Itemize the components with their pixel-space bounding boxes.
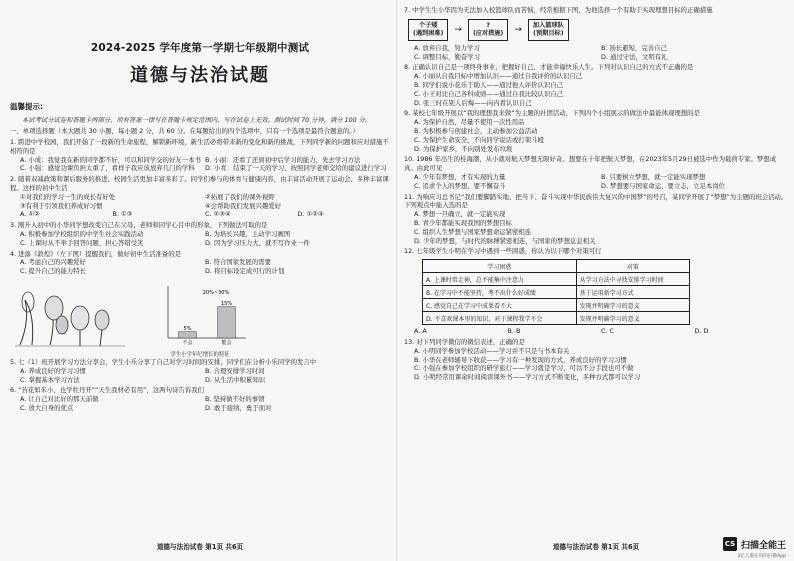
question-12-text: 12. 七年级学生小明在学习中遇到一些困惑，你认为以下哪个对策可行	[404, 247, 602, 256]
question-12	[404, 247, 788, 256]
question-6-text: 6. “苔花如米小，也学牡丹开”“天生我材必有用”，这两句诗告诉我们	[10, 386, 204, 395]
plant-growth-illustration	[10, 280, 130, 350]
option[interactable]: B. 小华在老师辅导下收获——学习有一种发现的方式，养成良好的学习习惯	[414, 355, 627, 364]
chart-container	[150, 280, 250, 356]
question-7-text: 7. 中学生生小华因为无法加入校篮球队而苦恼，经常根据下图，为他选择一个有助于实现理想目标的正确措施	[404, 6, 713, 14]
question-3-text: 3. 刚升入初中的小华同学想改变自己在父母、老师和同学心目中的形象，下列做法可取的是	[10, 221, 268, 230]
question-9	[404, 109, 788, 118]
chart-caption: 学生小学年纪增长的特征	[170, 351, 230, 358]
option[interactable]: A. 梦想一旦确立，就一定能实现	[414, 210, 506, 219]
option[interactable]: C. 组织人生梦想与国家梦想命运紧密相连	[414, 227, 532, 236]
option[interactable]: B. 小丽：还看了还到初中后学习的能力，先去学习方法	[205, 155, 361, 164]
question-9-text: 9. 某校七年级开展以“我的理想我来做”为主题的社团活动，下列四个小组展示的做法中最能体现理想的是	[404, 109, 700, 118]
option[interactable]: C. 掌握基本学习方法	[20, 375, 80, 384]
option[interactable]: C. C	[601, 327, 614, 336]
scanner-brand-name: 扫描全能王	[740, 540, 786, 551]
question-12-answers	[404, 327, 788, 336]
option[interactable]: B. 只要树立梦想，就一定能实现梦想	[601, 172, 706, 181]
question-6	[10, 386, 390, 395]
table-header-row	[423, 260, 690, 273]
option[interactable]: B. 同学们说小花乐于助人——通过他人评价认识自己	[414, 80, 564, 89]
option[interactable]: A. 小明同学参加学校活动——学习并不只是与书本有关	[414, 346, 570, 355]
option[interactable]: A. 考虑自己的兴趣爱好	[20, 258, 86, 267]
option[interactable]: D. 从生活中积累知识	[205, 375, 266, 384]
option[interactable]: D. 通过守法，文明有礼	[601, 52, 668, 61]
diagram-box-difficulty	[408, 19, 448, 41]
x-tick-label: 不会	[182, 339, 193, 346]
question-1-text: 1. 跨进中学校园，我们开始了一段新的生命旅程，解锁新环境、新生活必将带来新的变化和新的挑战，下列同学新的问题和应对措施不相符的是	[10, 138, 389, 155]
header	[10, 40, 390, 87]
option[interactable]: D. 将目标设定成可行的计划	[205, 267, 285, 276]
question-4-figures	[10, 280, 390, 356]
subject-title: 道德与法治试题	[130, 65, 270, 86]
diagram-box-measure	[468, 19, 508, 41]
option[interactable]: A. 小成：我觉我在新的同学都不好，可以和同学交的好友一本书	[20, 155, 201, 164]
question-5	[10, 358, 390, 367]
question-1-options	[10, 156, 390, 174]
question-10-options	[404, 173, 788, 191]
option[interactable]: B. B	[507, 327, 521, 336]
option[interactable]: D. 敢于接纳，勇于面对	[205, 403, 272, 412]
tip-title: 温馨提示:	[10, 102, 43, 111]
option[interactable]: A. 为保护自然，尽量不使用一次性用品	[414, 118, 525, 127]
statement: ②拓展了我们的课外视野	[205, 192, 275, 201]
question-11-text: 11. 为响应习总书记“我们要脚踏实地、把当下、奋斗实现中华民族伟大复兴的中国梦”的号召，某同学开展了“梦想”为主题的班会活动。下列观点中能入选的是	[404, 192, 788, 210]
table-cell: B. 在学习中不能坚持，考不出什么好成绩	[423, 286, 577, 299]
option[interactable]: B. 为积极参与创建社会，主动参加公益活动	[414, 126, 538, 135]
table-header: 对策	[576, 260, 689, 273]
table-row	[423, 312, 690, 325]
table-cell: C. 感觉自己在学习中成果看不大	[423, 299, 577, 312]
question-11	[404, 193, 788, 211]
page-footer-right: 道德与法治试卷 第1页 共6页	[552, 543, 640, 551]
table-row	[423, 299, 690, 312]
diagram-box-label: ?	[486, 21, 490, 29]
question-2	[10, 175, 390, 193]
scanner-tagline: 3亿人都在用的扫描App	[737, 554, 786, 559]
arrow-icon: →	[454, 24, 462, 35]
option[interactable]: D. 梦想要与国家命运，要立志，立足本岗位	[601, 181, 726, 190]
exam-title: 2024-2025 学年度第一学期七年级期中测试	[90, 42, 310, 54]
table-cell: 发现并明确学习的意义	[576, 299, 689, 312]
option[interactable]: C. 放大自身的优点	[20, 403, 74, 412]
x-tick-label: 能会	[221, 339, 232, 346]
option[interactable]: B. 合理安排学习时间	[205, 366, 265, 375]
table-cell: 基于运用新学习方式	[576, 286, 689, 299]
option[interactable]: C. 追求个人的梦想，要不懈奋斗	[414, 181, 506, 190]
question-3-options	[10, 230, 390, 248]
option[interactable]: A. 养成良好的学习习惯	[20, 366, 86, 375]
option[interactable]: C. 为保护生命安全，不向同学说话或打架斗殴	[414, 135, 544, 144]
option[interactable]: A. 让自己对比好的那天前做	[20, 395, 99, 404]
scanner-logo-icon: CS	[723, 537, 737, 551]
option[interactable]: C. 小强在参加学校组织的研学旅行——学习就是学习，可以不分手段也可不做	[414, 364, 634, 373]
option[interactable]: C. ②③④	[205, 210, 231, 219]
question-7-options	[404, 44, 788, 62]
option[interactable]: C. 调整目标，勤奋学习	[414, 52, 481, 61]
option[interactable]: D. D	[694, 327, 709, 336]
bar-chart	[150, 280, 250, 346]
option[interactable]: B. ①③	[112, 210, 133, 219]
tip-text: 本试考试分试卷和答题卡两部分，所有答案一律写在答题卡规定范围内，写在试卷上无效。测试时间 70 分钟，满分 100 分。	[22, 117, 372, 124]
question-5-text: 5. 七（1）班开展学习方法分享会，学生小乐分享了自己对学习时间的安排，同学们在分析小乐同学的发言中	[10, 357, 317, 366]
question-9-options	[404, 118, 788, 153]
question-1	[10, 138, 390, 156]
option[interactable]: D. 小明经常用课余时间阅读课外书——学习方式不断变化，多种方式都可以学习	[414, 373, 641, 382]
option[interactable]: A. 放弃自我，努力学习	[414, 43, 480, 52]
question-13-options	[404, 347, 788, 382]
table-cell: 发现并明确学习的意义	[576, 312, 689, 325]
right-column	[404, 0, 788, 561]
option[interactable]: D. 因为学习压力大，就不写作业一件	[205, 238, 310, 247]
question-8	[404, 63, 788, 72]
option[interactable]: B. 为培长兴趣，主动学习画图	[205, 229, 291, 238]
diagram-box-sublabel: (遇到困难)	[413, 29, 444, 37]
question-5-options	[10, 367, 390, 385]
question-2-answers	[10, 210, 390, 219]
option[interactable]: B. 扬长避短，完善自己	[601, 43, 667, 52]
data-label: 15%	[220, 300, 233, 307]
page-footer-left: 道德与法治试卷 第1页 共6页	[156, 543, 244, 551]
column-divider	[396, 0, 397, 561]
diagram-box-label: 个子矮	[418, 21, 438, 29]
option[interactable]: D. 张三时在别人后悔——向内看认识自己	[414, 98, 532, 107]
scanner-watermark	[723, 537, 786, 551]
option[interactable]: A. 少年有梦想，才有实现的力量	[414, 172, 506, 181]
table-cell: A. 上课时常走神，总不能集中注意力	[423, 273, 577, 286]
question-13-text: 13. 对下列同学微信的微信表述，正确的是	[404, 337, 525, 346]
statement: ③有利于引领我们养成好习惯	[20, 201, 103, 210]
table-row	[423, 286, 690, 299]
diagram-box-sublabel: (应对措施)	[472, 29, 504, 37]
question-4-options	[10, 258, 390, 276]
question-2-statements	[10, 193, 390, 211]
question-8-options	[404, 72, 788, 107]
option[interactable]: A. 小丽从自我目标中增加认识——通过自我评价的认识自己	[414, 72, 583, 81]
option[interactable]: D. 为保护家乡，不向别处发布垃圾	[414, 144, 513, 153]
question-12-table	[422, 259, 690, 325]
extra-label: 20%~30%	[202, 289, 230, 296]
data-label: 5%	[183, 325, 192, 332]
table-header: 学习困惑	[423, 260, 577, 273]
question-7	[404, 6, 788, 15]
option[interactable]: B. 青少年都能实现我国的梦想目标	[414, 218, 512, 227]
option[interactable]: A. 积极参加学校组织的中学生社会实践活动	[20, 229, 144, 238]
option[interactable]: C. 提升自己的能力特长	[20, 267, 87, 276]
bar	[179, 332, 197, 338]
option[interactable]: B. 坚持做不好的事情	[205, 395, 265, 404]
section-heading: 一、单项选择题（本大题共 30 小题，每小题 2 分，共 60 分。在每题给出的四个选项中，只有一个选项是最符合题意的。）	[10, 127, 359, 135]
option[interactable]: D. 少年的梦想，与时代的脉搏紧密相连，与国家的梦想息息相关	[414, 236, 596, 245]
option[interactable]: C. 小强：感觉功课负担太重了，看样子我应该放弃几门的学科	[20, 164, 195, 173]
diagram-box-goal	[528, 19, 569, 41]
table-cell: D. 不喜欢课本里的知识，对于课程我学不会	[423, 312, 577, 325]
question-10-text: 10. 1986 年出生的桂海潮，从小就对航天梦想无限好奇。想要在十年把航天梦想，在2023年5月29日被选中作为载荷专家。梦想成真。由此可见	[404, 155, 777, 173]
statement: ①对我们的学习一生的成长有好处	[20, 192, 116, 201]
statement: ④会帮助我们发展兴趣爱好	[205, 201, 282, 210]
question-2-text: 2. 随着双减政策和课后服务的推进，校园生活更加丰富多彩了。同学们参与的体育与健康内容，由丰富活动开展了运动会、多种丰富课程。这样的初中生活	[10, 175, 389, 192]
question-7-diagram	[408, 19, 788, 41]
arrow-icon: →	[514, 24, 522, 35]
diagram-box-label: 加入篮球队	[532, 21, 564, 29]
option[interactable]: C. 上课时从不举手回答问题，担心答错受笑	[20, 238, 144, 247]
option[interactable]: D. 小育：结束了一天的学习，按照同学老师交给的建议进行学习	[205, 164, 387, 173]
question-8-text: 8. 正确认识自己是一项终身事业，把握好自己，才能幸福快乐人生。下列对认识自己的方式不正确的是	[404, 63, 694, 72]
question-4-text: 4. 进落《敦煌》（左下图）提醒我们，做好初中生活准备的是	[10, 249, 182, 258]
option[interactable]: A. A	[414, 327, 427, 336]
option[interactable]: A. ①②	[20, 210, 40, 219]
table-row	[423, 273, 690, 286]
question-10	[404, 155, 788, 173]
option[interactable]: D. ①②④	[297, 210, 324, 219]
option[interactable]: B. 符合国家发展的需要	[205, 258, 271, 267]
table-cell: 从学习方法中寻找安排学习时间	[576, 273, 689, 286]
bar	[218, 307, 236, 338]
question-11-options	[404, 210, 788, 245]
question-6-options	[10, 395, 390, 413]
left-column	[10, 0, 390, 561]
diagram-box-sublabel: (预期目标)	[533, 29, 564, 37]
option[interactable]: C. 小王对比自己各科成绩——通过自我比较认识自己	[414, 89, 564, 98]
question-3	[10, 221, 390, 230]
question-13	[404, 338, 788, 347]
